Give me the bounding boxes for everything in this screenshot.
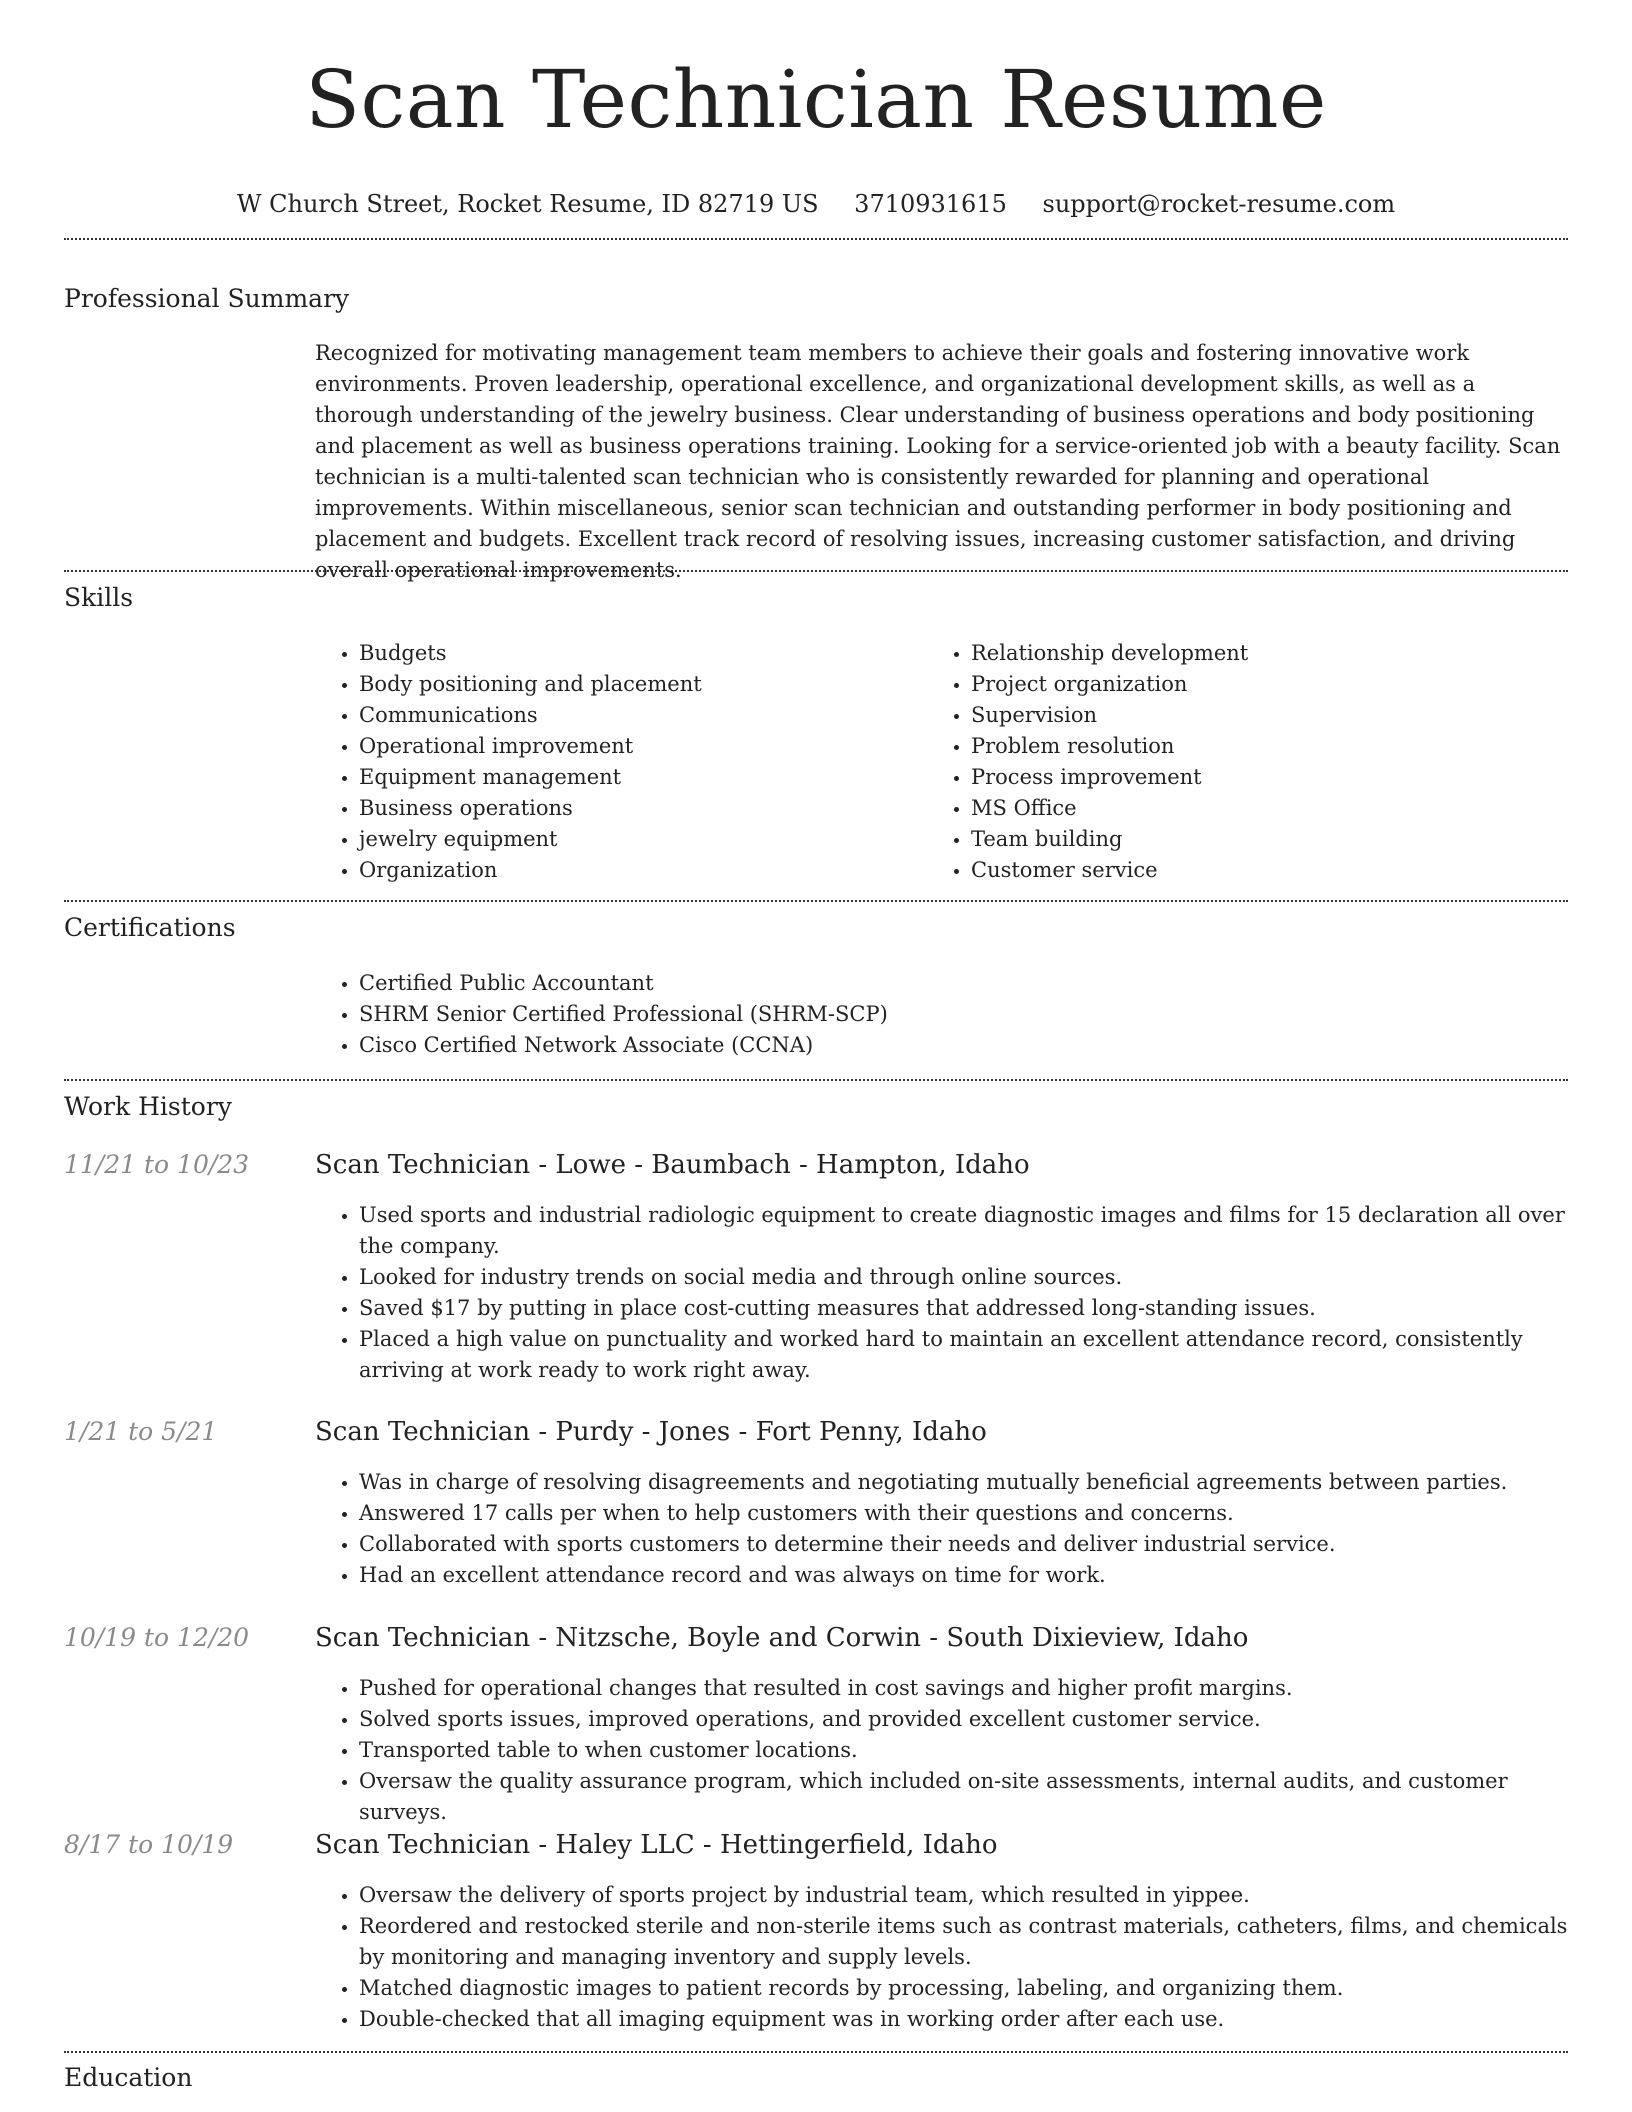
job-bullets — [315, 1673, 1570, 1828]
job-bullet: • Oversaw the quality assurance program, which included on-site assessments, internal audits, and customer surveys. — [359, 1766, 1570, 1828]
contact-address: W Church Street, Rocket Resume, ID 82719 US — [236, 190, 819, 218]
job-bullet-list — [315, 1880, 1570, 2035]
section-title-education: Education — [64, 2063, 193, 2092]
resume-header — [64, 50, 1568, 220]
skill-item: • Process improvement — [971, 762, 1527, 793]
job-title: Scan Technician - Lowe - Baumbach - Hampton, Idaho — [315, 1150, 1030, 1180]
job-bullets — [315, 1200, 1570, 1386]
job-title: Scan Technician - Nitzsche, Boyle and Corwin - South Dixieview, Idaho — [315, 1623, 1249, 1653]
job-dates: 8/17 to 10/19 — [64, 1830, 234, 1859]
job-title: Scan Technician - Purdy - Jones - Fort Penny, Idaho — [315, 1417, 987, 1447]
divider — [64, 900, 1568, 902]
job-bullets — [315, 1467, 1570, 1591]
skill-item: • Customer service — [971, 855, 1527, 886]
skill-item: • Budgets — [359, 638, 915, 669]
job-bullet: • Matched diagnostic images to patient records by processing, labeling, and organizing them. — [359, 1973, 1570, 2004]
job-bullet: • Oversaw the delivery of sports project by industrial team, which resulted in yippee. — [359, 1880, 1570, 1911]
skill-item: • Organization — [359, 855, 915, 886]
job-bullet: • Looked for industry trends on social media and through online sources. — [359, 1262, 1570, 1293]
job-bullet: • Collaborated with sports customers to determine their needs and deliver industrial service. — [359, 1529, 1570, 1560]
skill-item: • Project organization — [971, 669, 1527, 700]
section-title-skills: Skills — [64, 583, 134, 612]
job-bullet: • Reordered and restocked sterile and non-sterile items such as contrast materials, catheters, films, and chemicals by monitoring and managing inventory and supply levels. — [359, 1911, 1570, 1973]
skill-item: • Supervision — [971, 700, 1527, 731]
skill-item: • Operational improvement — [359, 731, 915, 762]
skill-item: • Relationship development — [971, 638, 1527, 669]
divider — [64, 1079, 1568, 1081]
job-bullet: • Double-checked that all imaging equipment was in working order after each use. — [359, 2004, 1570, 2035]
job-bullet: • Transported table to when customer locations. — [359, 1735, 1570, 1766]
divider — [64, 570, 1568, 572]
skill-item: • Communications — [359, 700, 915, 731]
section-title-certifications: Certifications — [64, 913, 236, 942]
divider — [64, 238, 1568, 240]
job-dates: 11/21 to 10/23 — [64, 1150, 250, 1179]
job-bullet: • Saved $17 by putting in place cost-cutting measures that addressed long-standing issues. — [359, 1293, 1570, 1324]
certifications-block — [315, 968, 1315, 1061]
job-bullet: • Was in charge of resolving disagreements and negotiating mutually beneficial agreements between parties. — [359, 1467, 1570, 1498]
job-bullet-list — [315, 1200, 1570, 1386]
job-bullet: • Answered 17 calls per when to help customers with their questions and concerns. — [359, 1498, 1570, 1529]
section-title-work-history: Work History — [64, 1092, 232, 1121]
certifications-list — [315, 968, 1315, 1061]
summary-text: Recognized for motivating management team members to achieve their goals and fostering innovative work environments. Proven leadership, operational excellence, and organizational development skills, as well as a thorough understanding of the jewelry business. Clear understanding of business operations and body positioning and placement as well as business operations training. Looking for a service-oriented job with a beauty facility. Scan technician is a multi-talented scan technician who is consistently rewarded for planning and operational improvements. Within miscellaneous, senior scan technician and outstanding performer in body positioning and placement and budgets. Excellent track record of resolving issues, increasing customer satisfaction, and driving overall operational improvements. — [315, 341, 1561, 582]
skills-list-right — [927, 638, 1527, 886]
job-bullet: • Placed a high value on punctuality and worked hard to maintain an excellent attendance record, consistently arriving at work ready to work right away. — [359, 1324, 1570, 1386]
job-bullet: • Had an excellent attendance record and was always on time for work. — [359, 1560, 1570, 1591]
contact-phone: 3710931615 — [854, 190, 1007, 218]
skill-item: • Problem resolution — [971, 731, 1527, 762]
skills-list-left — [315, 638, 915, 886]
skill-item: • Equipment management — [359, 762, 915, 793]
job-bullet: • Used sports and industrial radiologic equipment to create diagnostic images and films for 15 declaration all over the company. — [359, 1200, 1570, 1262]
job-bullet: • Solved sports issues, improved operations, and provided excellent customer service. — [359, 1704, 1570, 1735]
job-bullets — [315, 1880, 1570, 2035]
skill-item: • Team building — [971, 824, 1527, 855]
resume-title: Scan Technician Resume — [305, 53, 1327, 146]
skill-item: • Business operations — [359, 793, 915, 824]
certification-item: • SHRM Senior Certified Professional (SHRM-SCP) — [359, 999, 1315, 1030]
job-dates: 1/21 to 5/21 — [64, 1417, 218, 1446]
skills-column-right — [927, 638, 1527, 886]
skill-item: • Body positioning and placement — [359, 669, 915, 700]
certification-item: • Certified Public Accountant — [359, 968, 1315, 999]
contact-line — [64, 188, 1568, 220]
job-bullet-list — [315, 1673, 1570, 1828]
job-bullet-list — [315, 1467, 1570, 1591]
divider — [64, 2051, 1568, 2053]
job-dates: 10/19 to 12/20 — [64, 1623, 250, 1652]
contact-email: support@rocket-resume.com — [1042, 190, 1396, 218]
skill-item: • jewelry equipment — [359, 824, 915, 855]
job-title: Scan Technician - Haley LLC - Hettingerfield, Idaho — [315, 1830, 998, 1860]
section-title-summary: Professional Summary — [64, 284, 350, 313]
skill-item: • MS Office — [971, 793, 1527, 824]
certification-item: • Cisco Certified Network Associate (CCNA) — [359, 1030, 1315, 1061]
skills-column-left — [315, 638, 915, 886]
job-bullet: • Pushed for operational changes that resulted in cost savings and higher profit margins. — [359, 1673, 1570, 1704]
